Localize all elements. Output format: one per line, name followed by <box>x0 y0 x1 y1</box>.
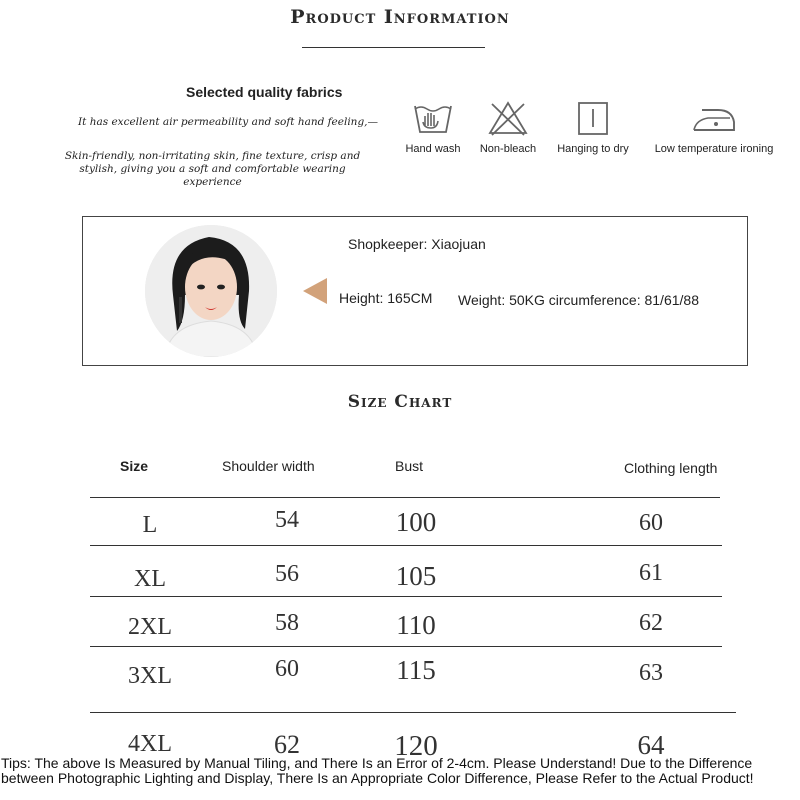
pointer-arrow-icon <box>303 278 327 304</box>
shopkeeper-height: Height: 165CM <box>339 290 433 306</box>
fabric-description-1: It has excellent air permeability and soft hand feeling,— <box>78 116 379 128</box>
hang-dry-icon <box>571 100 615 136</box>
table-cell-size: 4XL <box>128 731 172 757</box>
table-cell-bust: 115 <box>396 655 436 685</box>
table-cell-shoulder: 58 <box>275 610 299 636</box>
tips-text: Tips: The above Is Measured by Manual Tiling, and There Is an Error of 2-4cm. Please Understand! Due to the Difference between Photographic Lighting and Display, There Is an Appropriate Color Difference, Please Refer to the Actual Product! <box>1 755 754 786</box>
table-cell-shoulder: 54 <box>275 507 299 533</box>
table-cell-shoulder: 56 <box>275 561 299 587</box>
care-label: Low temperature ironing <box>654 143 774 155</box>
table-divider <box>90 596 722 597</box>
hand-wash-icon <box>411 100 455 136</box>
care-item-low-temp-iron <box>645 100 783 155</box>
column-header-length: Clothing length <box>624 460 718 476</box>
table-cell-size: XL <box>134 566 166 592</box>
table-divider <box>90 545 722 546</box>
size-chart-heading: Size Chart <box>347 392 453 412</box>
table-divider <box>90 497 720 498</box>
table-divider <box>90 712 736 713</box>
table-cell-length: 64 <box>637 730 665 760</box>
table-cell-length: 63 <box>639 660 663 686</box>
table-cell-shoulder: 60 <box>275 656 299 682</box>
column-header-size: Size <box>120 458 149 474</box>
shopkeeper-photo <box>145 225 277 357</box>
column-header-bust: Bust <box>395 458 424 474</box>
care-item-hand-wash <box>400 100 466 155</box>
table-cell-bust: 105 <box>395 561 437 591</box>
care-label: Non-bleach <box>479 143 537 155</box>
table-cell-length: 60 <box>639 510 663 536</box>
table-cell-bust: 100 <box>395 507 437 537</box>
shopkeeper-name: Shopkeeper: Xiaojuan <box>348 236 486 252</box>
avatar <box>145 225 277 357</box>
table-divider <box>90 646 722 647</box>
care-item-hanging-dry <box>550 100 636 155</box>
table-cell-size: L <box>142 512 158 538</box>
shopkeeper-weight: Weight: 50KG circumference: 81/61/88 <box>458 292 699 308</box>
fabric-description-2: Skin-friendly, non-irritating skin, fine texture, crisp and stylish, giving you a soft and comfortable wearing experience <box>64 150 361 188</box>
iron-icon <box>690 100 738 136</box>
care-item-non-bleach <box>475 100 541 155</box>
table-cell-bust: 120 <box>394 730 438 762</box>
title-divider <box>302 47 485 48</box>
page-title: Product Information <box>290 6 510 28</box>
column-header-shoulder: Shoulder width <box>222 458 315 474</box>
table-cell-length: 61 <box>639 560 663 586</box>
table-cell-size: 3XL <box>128 663 172 689</box>
table-cell-size: 2XL <box>128 614 172 640</box>
care-label: Hand wash <box>405 143 461 155</box>
table-cell-shoulder: 62 <box>274 730 300 759</box>
no-bleach-icon <box>486 100 530 136</box>
table-cell-length: 62 <box>639 610 663 636</box>
table-cell-bust: 110 <box>396 610 436 640</box>
care-label: Hanging to dry <box>557 143 629 155</box>
fabric-heading: Selected quality fabrics <box>186 84 343 100</box>
